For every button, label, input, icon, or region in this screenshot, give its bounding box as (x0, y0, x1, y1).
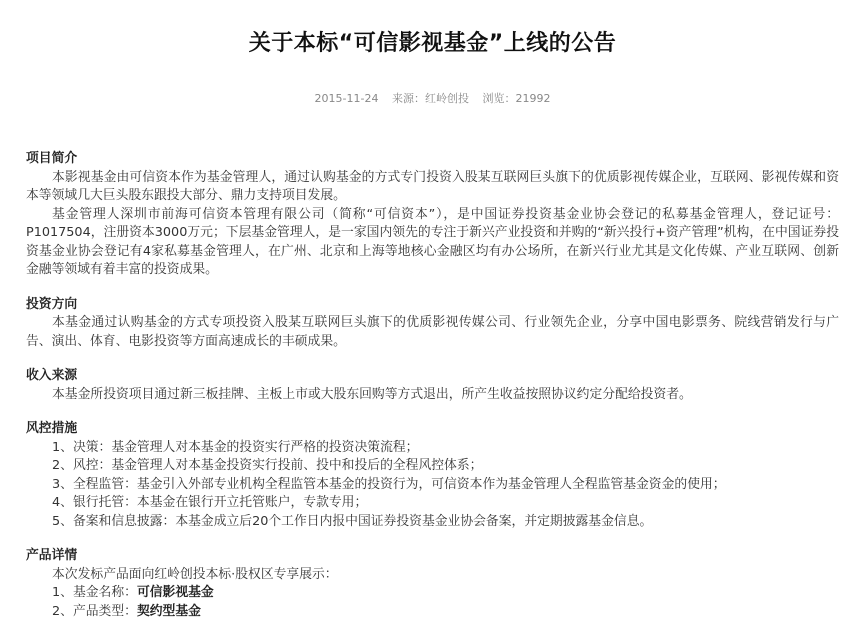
intro-paragraph-2: 基金管理人深圳市前海可信资本管理有限公司（简称“可信资本”），是中国证券投资基金业协会登记的私募基金管理人，登记证号：P1017504，注册资本3000万元；下层基金管理人，是一家国内领先的专注于新兴产业投资和并购的“新兴投行+资产管理”机构，在中国证券投资基金业协会登记有4家私募基金管理人，在广州、北京和上海等地核心金融区均有办公场所，在新兴行业尤其是文化传媒、产业互联网、创新金融等领域有着丰富的投资成果。 (26, 206, 839, 277)
product-name-label: 1、基金名称： (52, 585, 137, 600)
article-body (26, 150, 839, 621)
article-title: 关于本标“可信影视基金”上线的公告 (248, 31, 617, 56)
risk-item: 4、银行托管：本基金在银行开立托管账户，专款专用； (52, 495, 368, 510)
intro-paragraph-1: 本影视基金由可信资本作为基金管理人，通过认购基金的方式专门投资入股某互联网巨头旗下的优质影视传媒企业，互联网、影视传媒和资本等领域几大巨头股东跟投大部分、鼎力支持项目发展。 (26, 169, 839, 203)
article-date: 2015-11-24 (314, 92, 379, 105)
risk-item: 2、风控：基金管理人对本基金投资实行投前、投中和投后的全程风控体系； (52, 458, 483, 473)
product-name-value: 可信影视基金 (136, 585, 214, 600)
section-title-product: 产品详情 (26, 548, 78, 563)
risk-item: 1、决策：基金管理人对本基金的投资实行严格的投资决策流程； (52, 439, 419, 455)
article-source: 来源：红岭创投 (391, 92, 469, 105)
section-title-risk: 风控措施 (26, 421, 78, 436)
income-paragraph: 本基金所投资项目通过新三板挂牌、主板上市或大股东回购等方式退出，所产生收益按照协议约定分配给投资者。 (52, 386, 692, 402)
article-meta (26, 90, 839, 106)
section-title-income: 收入来源 (26, 368, 78, 383)
product-type-row (26, 603, 839, 622)
direction-paragraph: 本基金通过认购基金的方式专项投资入股某互联网巨头旗下的优质影视传媒公司、行业领先企业，分享中国电影票务、院线营销发行与广告、演出、体育、电影投资等方面高速成长的丰硕成果。 (26, 315, 839, 349)
product-intro: 本次发标产品面向红岭创投本标·股权区专享展示： (52, 566, 338, 582)
section-title-intro: 项目简介 (26, 151, 78, 166)
product-name-row (26, 584, 839, 603)
risk-item: 3、全程监管：基金引入外部专业机构全程监管本基金的投资行为，可信资本作为基金管理人全程监管基金资金的使用； (52, 476, 726, 492)
section-title-direction: 投资方向 (26, 296, 78, 312)
risk-item: 5、备案和信息披露：本基金成立后20个工作日内报中国证券投资基金业协会备案，并定期披露基金信息。 (52, 513, 653, 529)
product-type-label: 2、产品类型： (52, 603, 137, 619)
article-views: 浏览：21992 (482, 92, 551, 105)
product-type-value: 契约型基金 (136, 603, 201, 619)
